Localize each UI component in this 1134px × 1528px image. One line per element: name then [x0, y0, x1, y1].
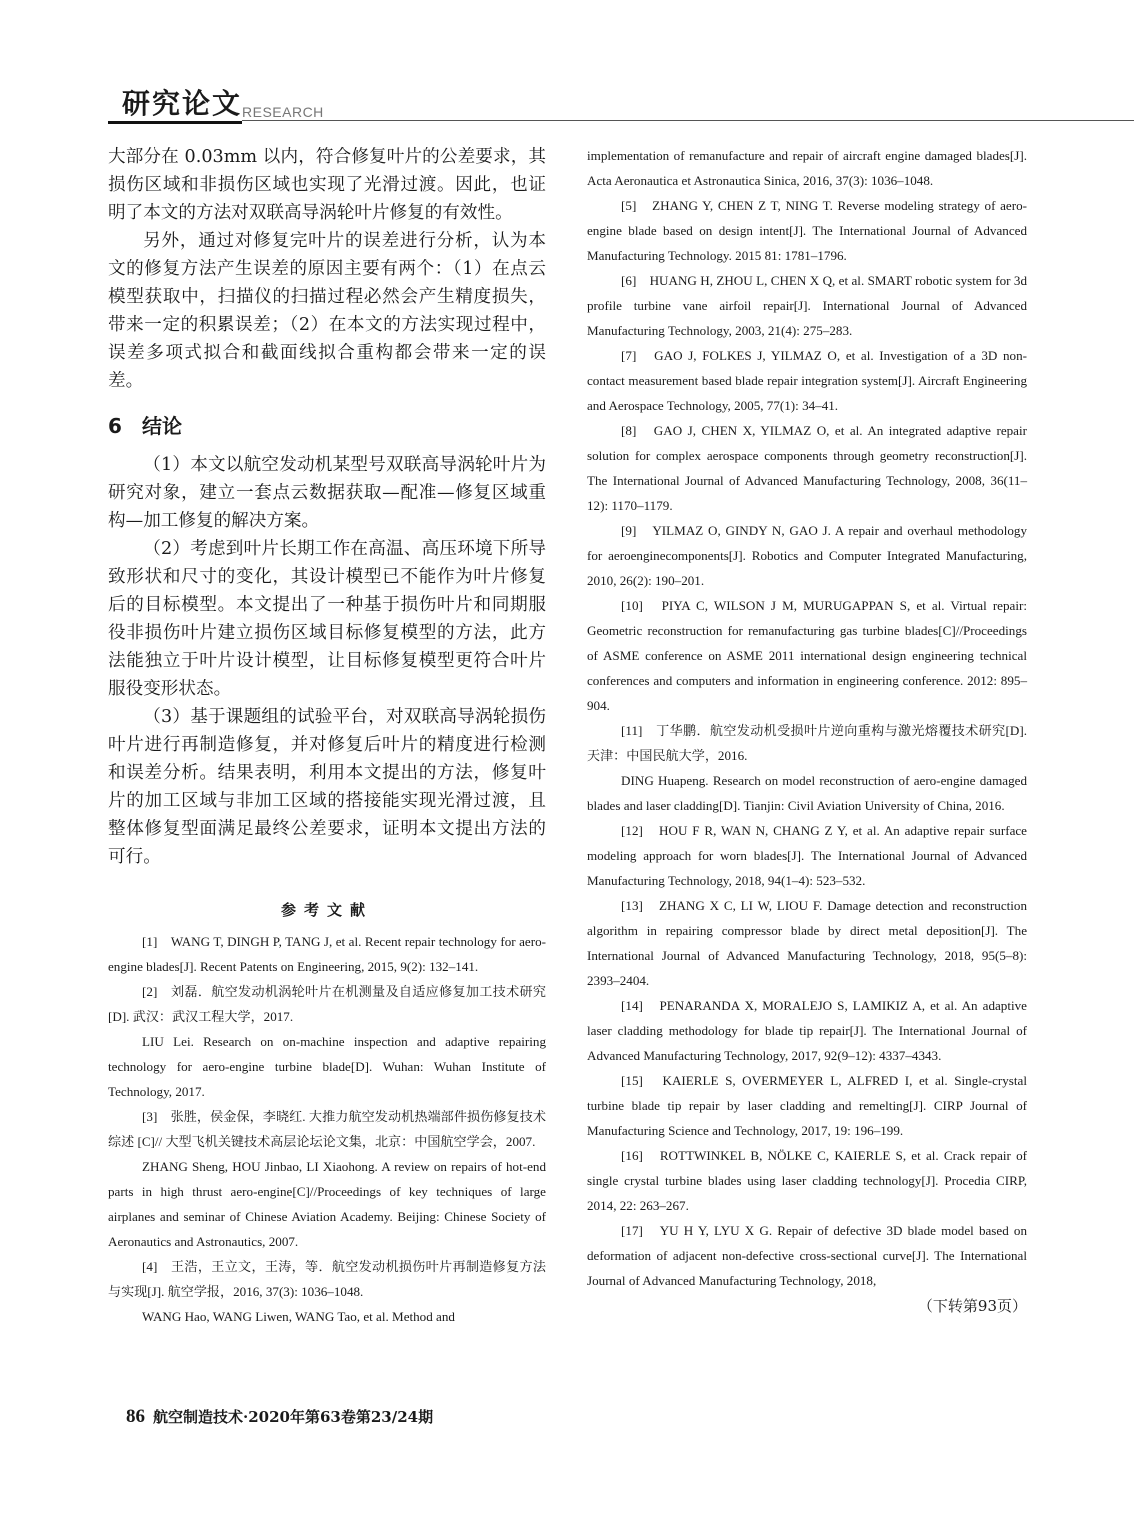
reference-entry: DING Huapeng. Research on model reconstruction of aero-engine damaged blades and laser cladding[D]. Tianjin: Civil Aviation University of China, 2016.: [587, 773, 1027, 813]
body-paragraph: 另外，通过对修复完叶片的误差进行分析，认为本文的修复方法产生误差的原因主要有两个：（1）在点云模型获取中，扫描仪的扫描过程必然会产生精度损失，带来一定的积累误差；（2）在本文的方法实现过程中，误差多项式拟合和截面线拟合重构都会带来一定的误差。: [108, 231, 546, 391]
reference-entry: [9] YILMAZ O, GINDY N, GAO J. A repair and overhaul methodology for aeroenginecomponents[J]. Robotics and Computer Integrated Manufacturing, 2010, 26(2): 190–201.: [587, 523, 1027, 588]
reference-entry: [5] ZHANG Y, CHEN Z T, NING T. Reverse modeling strategy of aero-engine blade based on design intent[J]. The International Journal of Advanced Manufacturing Technology. 2015 81: 1781–1796.: [587, 198, 1027, 263]
reference-entry: WANG Hao, WANG Liwen, WANG Tao, et al. Method and: [142, 1309, 455, 1324]
reference-entry: implementation of remanufacture and repair of aircraft engine damaged blades[J]. Acta Aeronautica et Astronautica Sinica, 2016, 37(3): 1036–1048.: [587, 148, 1027, 188]
reference-entry: [14] PENARANDA X, MORALEJO S, LAMIKIZ A, et al. An adaptive laser cladding methodology for blade tip repair[J]. The International Journal of Advanced Manufacturing Technology, 2017, 92(9–12): 4337–4343.: [587, 998, 1027, 1063]
continued-note: （下转第93页）: [917, 1297, 1027, 1315]
reference-entry: ZHANG Sheng, HOU Jinbao, LI Xiaohong. A review on repairs of hot-end parts in high thrust aero-engine[C]//Proceedings of key techniques of large airplanes and seminar of Chinese Aviation Academy. Beijing: Chinese Society of Aeronautics and Astronautics, 2007.: [108, 1159, 546, 1249]
header-title: 研究论文: [122, 87, 243, 120]
reference-entry: [13] ZHANG X C, LI W, LIOU F. Damage detection and reconstruction algorithm in repairing compressor blade by direct metal deposition[J]. The International Journal of Advanced Manufacturing Technology, 2018, 95(5–8): 2393–2404.: [587, 898, 1027, 988]
left-column: [108, 143, 546, 1329]
references-title: 参考文献: [280, 901, 373, 919]
conclusion-paragraph: （2）考虑到叶片长期工作在高温、高压环境下所导致形状和尺寸的变化，其设计模型已不能作为叶片修复后的目标模型。本文提出了一种基于损伤叶片和同期服役非损伤叶片建立损伤区域目标修复模型的方法，此方法能独立于叶片设计模型，让目标修复模型更符合叶片服役变形状态。: [108, 539, 546, 699]
reference-entry: [12] HOU F R, WAN N, CHANG Z Y, et al. An adaptive repair surface modeling approach for worn blades[J]. The International Journal of Advanced Manufacturing Technology, 2018, 94(1–4): 523–532.: [587, 823, 1027, 888]
reference-entry: [6] HUANG H, ZHOU L, CHEN X Q, et al. SMART robotic system for 3d profile turbine vane airfoil repair[J]. International Journal of Advanced Manufacturing Technology, 2003, 21(4): 275–283.: [587, 273, 1027, 338]
reference-entry: [16] ROTTWINKEL B, NÖLKE C, KAIERLE S, et al. Crack repair of single crystal turbine blades using laser cladding technology[J]. Procedia CIRP, 2014, 22: 263–267.: [587, 1148, 1027, 1213]
section-number: 6: [108, 414, 122, 438]
reference-entry: [2] 刘磊．航空发动机涡轮叶片在机测量及自适应修复加工技术研究[D]. 武汉：武汉工程大学，2017.: [108, 984, 546, 1024]
reference-entry: [8] GAO J, CHEN X, YILMAZ O, et al. An integrated adaptive repair solution for complex aerospace components through geometry reconstruction[J]. The International Journal of Advanced Manufacturing Technology, 2008, 36(11–12): 1170–1179.: [587, 423, 1027, 513]
journal-citation: 航空制造技术·2020年第63卷第23/24期: [153, 1408, 434, 1426]
reference-entry: [17] YU H Y, LYU X G. Repair of defective 3D blade model based on deformation of adjacent non-defective cross-sectional curve[J]. The International Journal of Advanced Manufacturing Technology, 2018,: [587, 1223, 1027, 1288]
header-rule-thin: [242, 120, 1134, 121]
section-heading: [108, 409, 546, 443]
page-footer: [126, 1406, 433, 1428]
reference-entry: [3] 张胜，侯金保，李晓红. 大推力航空发动机热端部件损伤修复技术综述 [C]// 大型飞机关键技术高层论坛论文集，北京：中国航空学会，2007.: [108, 1109, 546, 1149]
reference-entry: LIU Lei. Research on on-machine inspection and adaptive repairing technology for aero-engine turbine blade[D]. Wuhan: Wuhan Institute of Technology, 2017.: [108, 1034, 546, 1099]
section-title: 结论: [142, 414, 182, 438]
reference-entry: [15] KAIERLE S, OVERMEYER L, ALFRED I, et al. Single-crystal turbine blade tip repair by laser cladding and remelting[J]. CIRP Journal of Manufacturing Science and Technology, 2017, 19: 196–199.: [587, 1073, 1027, 1138]
reference-entry: [1] WANG T, DINGH P, TANG J, et al. Recent repair technology for aero-engine blades[J]. Recent Patents on Engineering, 2015, 9(2): 132–141.: [108, 934, 546, 974]
conclusion-paragraph: （3）基于课题组的试验平台，对双联高导涡轮损伤叶片进行再制造修复，并对修复后叶片的精度进行检测和误差分析。结果表明，利用本文提出的方法，修复叶片的加工区域与非加工区域的搭接能实现光滑过渡，且整体修复型面满足最终公差要求，证明本文提出方法的可行。: [108, 707, 546, 867]
reference-entry: [11] 丁华鹏．航空发动机受损叶片逆向重构与激光熔覆技术研究[D]. 天津：中国民航大学，2016.: [587, 723, 1027, 763]
running-header: [108, 80, 1134, 124]
reference-entry: [4] 王浩，王立文，王涛，等．航空发动机损伤叶片再制造修复方法与实现[J]. 航空学报，2016, 37(3): 1036–1048.: [108, 1259, 546, 1299]
reference-entry: [7] GAO J, FOLKES J, YILMAZ O, et al. Investigation of a 3D non-contact measurement based blade repair integration system[J]. Aircraft Engineering and Aerospace Technology, 2005, 77(1): 34–41.: [587, 348, 1027, 413]
conclusion-paragraph: （1）本文以航空发动机某型号双联高导涡轮叶片为研究对象，建立一套点云数据获取—配准—修复区域重构—加工修复的解决方案。: [108, 455, 546, 531]
page-number: 86: [126, 1406, 145, 1427]
header-subtitle: RESEARCH: [242, 104, 324, 120]
body-paragraph: 大部分在 0.03mm 以内，符合修复叶片的公差要求，其损伤区域和非损伤区域也实现了光滑过渡。因此，也证明了本文的方法对双联高导涡轮叶片修复的有效性。: [108, 147, 546, 223]
right-column: [587, 143, 1027, 1317]
header-rule-thick: [108, 121, 242, 124]
reference-entry: [10] PIYA C, WILSON J M, MURUGAPPAN S, et al. Virtual repair: Geometric reconstruction for remanufacturing gas turbine blades[C]//Proceedings of ASME conference on ASME 2011 international design engineering technical conferences and computers and information in engineering conference. 2012: 895–904.: [587, 598, 1027, 713]
